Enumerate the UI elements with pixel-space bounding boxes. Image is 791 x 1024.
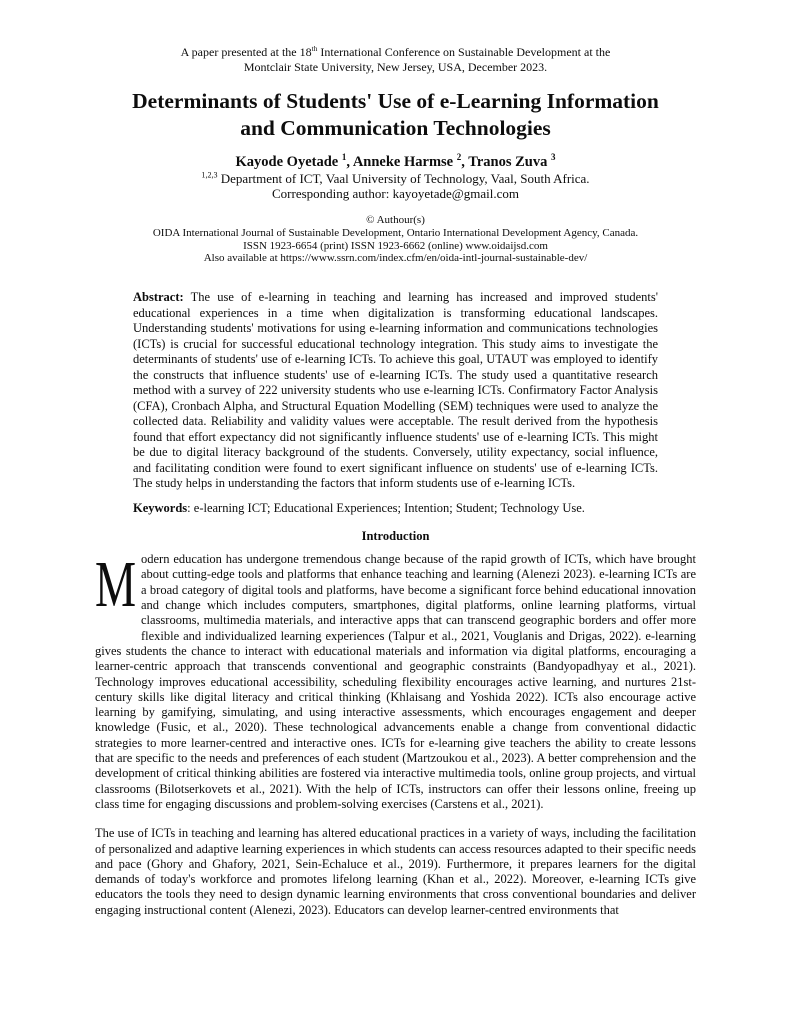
corresponding-author-line: Corresponding author: kayoyetade@gmail.com: [272, 186, 519, 201]
keywords-text: : e-learning ICT; Educational Experiences; Intention; Student; Technology Use.: [187, 500, 585, 515]
author-affiliation-superscript-2: 2: [456, 152, 462, 163]
drop-cap: M: [95, 547, 137, 622]
issn-line: ISSN 1923-6654 (print) ISSN 1923-6662 (online) www.oidaijsd.com: [243, 239, 548, 252]
availability-url-line: Also available at https://www.ssrn.com/index.cfm/en/oida-intl-journal-sustainable-dev/: [203, 252, 588, 265]
intro-paragraph-1: [95, 547, 696, 812]
intro-paragraph-2: The use of ICTs in teaching and learning has altered educational practices in a variety of ways, including the facilitation of personalized and adaptive learning experiences in which students can access resources adapted to their specific needs and pace (Ghory and Ghafory, 2021, Sein-Echaluce et al., 2019). Furthermore, it prepares learners for the digital demands of today's workforce and promotes lifelong learning (Khan et al., 2022). Moreover, e-learning ICTs give educators the tools they need to design dynamic learning environments that cross conventional boundaries and deliver engaging instructional content (Alenezi, 2023). Educators can develop learner-centred environments that: [95, 826, 696, 917]
keywords-label: Keywords: [133, 500, 188, 515]
author-name-3: Tranos Zuva: [468, 154, 551, 170]
conference-note: [95, 45, 696, 75]
section-heading-introduction: Introduction: [361, 529, 430, 544]
author-name-1: Kayode Oyetade: [235, 154, 342, 170]
journal-name-line: OIDA International Journal of Sustainable Development, Ontario International Development Agency, Canada.: [152, 226, 639, 239]
copyright-block: [95, 214, 696, 265]
copyright-authors-line: © Authour(s): [366, 214, 425, 226]
affiliation-text: Department of ICT, Vaal University of Technology, Vaal, South Africa.: [217, 171, 590, 186]
conference-note-text-continued: International Conference on Sustainable Development at the: [317, 45, 611, 59]
abstract-text: The use of e-learning in teaching and learning has increased and improved students' educational experiences in a time when digitalization is transforming educational landscapes. Understanding students' motivations for using e-learning information and communications technologies (ICTs) is crucial for successful educational technology integration. This study aims to investigate the determinants of students' use of e-learning ICTs. To achieve this goal, UTAUT was employed to identify the constructs that influence students' use of e-learning ICTs. The study used a quantitative research method with a survey of 222 university students who use e-learning ICTs. Confirmatory Factor Analysis (CFA), Cronbach Alpha, and Structural Equation Modelling (SEM) techniques were used to analyze the collected data. Reliability and validity values were acceptable. The result derived from the hypothesis found that effort expectancy did not significantly influence students' use of e-learning ICTs. This might be due to digital literacy background of the students. Conversely, utility expectancy, social influence, and facilitating condition were found to exert significant influence on students' use of e-learning ICTs. The study helps in understanding the factors that inform students use of e-learning ICTs.: [133, 290, 658, 491]
intro-paragraph-1-text: odern education has undergone tremendous change because of the rapid growth of ICTs, which have brought about cutting-edge tools and platforms that enhance teaching and learning (Alenezi 2023). e-learning ICTs are a broad category of digital tools and platforms, have become a significant force behind educational innovation and change which includes computers, smartphones, digital platforms, online learning platforms, virtual classrooms, multimedia materials, and interactive apps that can transcend geographic borders and offer more flexible and individualized learning experiences (Talpur et al., 2021, Vouglanis and Drigas, 2022). e-learning gives students the chance to interact with educational materials and information via digital platforms, encouraging a learner-centric approach that transcends conventional and geographic constraints (Bandyopadhyay et al., 2021). Technology improves educational accessibility, scheduling flexibility encourages active learning, and nurtures 21st-century skills like digital literacy and critical thinking (Khlaisang and Yoshida 2022). ICTs also encourage active learning by gamifying, simulating, and using interactive assessments, which encourages engagement and deeper knowledge (Fusic, et al., 2020). These technological advancements enable a change from conventional didactic strategies to more learner-centred and interactive ones. ICTs for e-learning give teachers the ability to create lessons that are specific to the needs and preferences of each student (Martzoukou et al., 2023). A better comprehension and the development of critical thinking abilities are fostered via interactive multimedia tools, online group projects, and virtual classrooms (Bilotserkovets et al., 2021). With the help of ICTs, instructors can offer their lessons online, freeing up class time for engaging discussions and problem-solving exercises (Carstens et al., 2021).: [95, 552, 696, 811]
abstract-paragraph: [133, 290, 658, 492]
conference-note-line2: Montclair State University, New Jersey, USA, December 2023.: [243, 60, 548, 74]
conference-note-ordinal-superscript: th: [311, 44, 318, 53]
conference-note-text: A paper presented at the 18: [180, 45, 312, 59]
paper-title: [95, 88, 696, 142]
keywords-line: [133, 501, 658, 517]
author-separator-2: ,: [461, 154, 469, 170]
paper-title-line2: and Communication Technologies: [240, 116, 551, 140]
author-affiliation-superscript-1: 1: [341, 152, 347, 163]
author-affiliation-superscript-3: 3: [550, 152, 556, 163]
affiliation-superscript: 1,2,3: [201, 170, 218, 180]
affiliation-line: [95, 171, 696, 186]
abstract-label: Abstract:: [133, 290, 184, 305]
author-name-2: Anneke Harmse: [352, 154, 457, 170]
paper-title-line1: Determinants of Students' Use of e-Learning Information: [132, 89, 659, 113]
authors-line: [95, 154, 696, 171]
author-separator-1: ,: [346, 154, 353, 170]
